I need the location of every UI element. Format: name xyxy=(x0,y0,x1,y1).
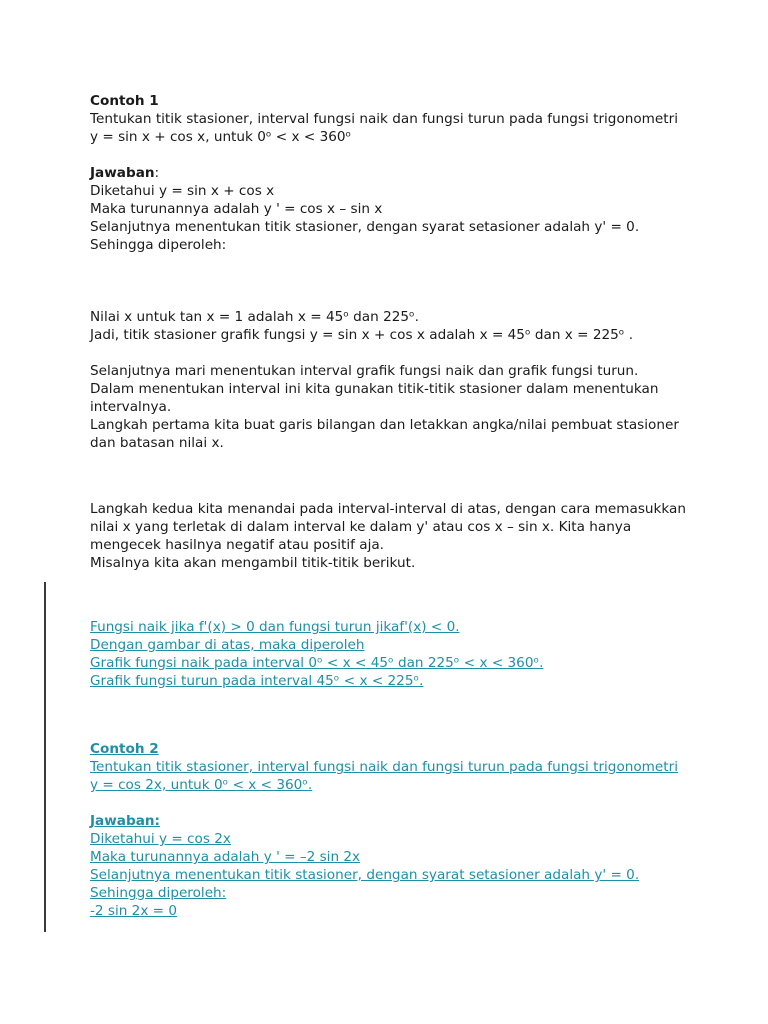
contoh1-jawaban-colon: : xyxy=(154,165,160,181)
contoh1-answer-line-2: Maka turunannya adalah y ' = cos x – sin x xyxy=(90,201,383,217)
left-margin-bar xyxy=(44,582,46,932)
contoh1-result-line-2: Jadi, titik stasioner grafik fungsi y = sin x + cos x adalah x = 45ᵒ dan x = 225ᵒ . xyxy=(90,327,634,343)
contoh1-answer-line-3: Selanjutnya menentukan titik stasioner, dengan syarat setasioner adalah y' = 0. xyxy=(90,219,640,235)
link-contoh2-question-line-2[interactable]: y = cos 2x, untuk 0ᵒ < x < 360ᵒ. xyxy=(90,777,313,793)
link-fungsi-naik-syarat[interactable]: Fungsi naik jika f'(x) > 0 dan fungsi turun jikaf'(x) < 0. xyxy=(90,619,460,635)
link-grafik-naik[interactable]: Grafik fungsi naik pada interval 0ᵒ < x < 45ᵒ dan 225ᵒ < x < 360ᵒ. xyxy=(90,655,544,671)
contoh1-question-line-2: y = sin x + cos x, untuk 0ᵒ < x < 360ᵒ xyxy=(90,129,352,145)
contoh1-jawaban-heading xyxy=(90,164,690,182)
spacer xyxy=(90,572,690,618)
spacer xyxy=(90,146,690,164)
link-contoh2-answer-line-5[interactable]: -2 sin 2x = 0 xyxy=(90,903,178,919)
link-contoh2-answer-line-1[interactable]: Diketahui y = cos 2x xyxy=(90,831,231,847)
contoh1-jawaban-label: Jawaban xyxy=(90,165,155,181)
spacer xyxy=(90,344,690,362)
contoh1-result-line-1: Nilai x untuk tan x = 1 adalah x = 45ᵒ dan 225ᵒ. xyxy=(90,309,419,325)
spacer xyxy=(90,452,690,500)
spacer xyxy=(90,794,690,812)
link-contoh2-jawaban[interactable]: Jawaban: xyxy=(90,813,160,829)
link-contoh2-question-line-1[interactable]: Tentukan titik stasioner, interval fungsi naik dan fungsi turun pada fungsi trigonometri xyxy=(90,759,678,775)
contoh1-answer-line-4: Sehingga diperoleh: xyxy=(90,237,227,253)
link-contoh2-answer-line-4[interactable]: Sehingga diperoleh: xyxy=(90,885,227,901)
contoh1-question-line-1: Tentukan titik stasioner, interval fungsi naik dan fungsi turun pada fungsi trigonometri xyxy=(90,111,678,127)
contoh1-interval-line-4: Langkah pertama kita buat garis bilangan dan letakkan angka/nilai pembuat stasioner xyxy=(90,417,679,433)
spacer xyxy=(90,254,690,308)
link-contoh2-title[interactable]: Contoh 2 xyxy=(90,741,159,757)
contoh1-interval-line-2: Dalam menentukan interval ini kita gunakan titik-titik stasioner dalam menentukan xyxy=(90,381,659,397)
contoh1-interval-line-5: dan batasan nilai x. xyxy=(90,435,224,451)
contoh1-step2-line-2: nilai x yang terletak di dalam interval ke dalam y' atau cos x – sin x. Kita hanya xyxy=(90,519,632,535)
contoh1-interval-line-3: intervalnya. xyxy=(90,399,172,415)
link-contoh2-answer-line-3[interactable]: Selanjutnya menentukan titik stasioner, dengan syarat setasioner adalah y' = 0. xyxy=(90,867,640,883)
link-dengan-gambar[interactable]: Dengan gambar di atas, maka diperoleh xyxy=(90,637,365,653)
spacer xyxy=(90,690,690,740)
contoh1-step2-line-3: mengecek hasilnya negatif atau positif aja. xyxy=(90,537,384,553)
contoh1-answer-line-1: Diketahui y = sin x + cos x xyxy=(90,183,275,199)
contoh1-step2-line-4: Misalnya kita akan mengambil titik-titik berikut. xyxy=(90,555,416,571)
link-grafik-turun[interactable]: Grafik fungsi turun pada interval 45ᵒ < x < 225ᵒ. xyxy=(90,673,424,689)
contoh1-step2-line-1: Langkah kedua kita menandai pada interval-interval di atas, dengan cara memasukkan xyxy=(90,501,686,517)
contoh1-interval-line-1: Selanjutnya mari menentukan interval grafik fungsi naik dan grafik fungsi turun. xyxy=(90,363,639,379)
link-contoh2-answer-line-2[interactable]: Maka turunannya adalah y ' = –2 sin 2x xyxy=(90,849,361,865)
document-body xyxy=(90,92,690,920)
contoh1-title: Contoh 1 xyxy=(90,93,159,109)
